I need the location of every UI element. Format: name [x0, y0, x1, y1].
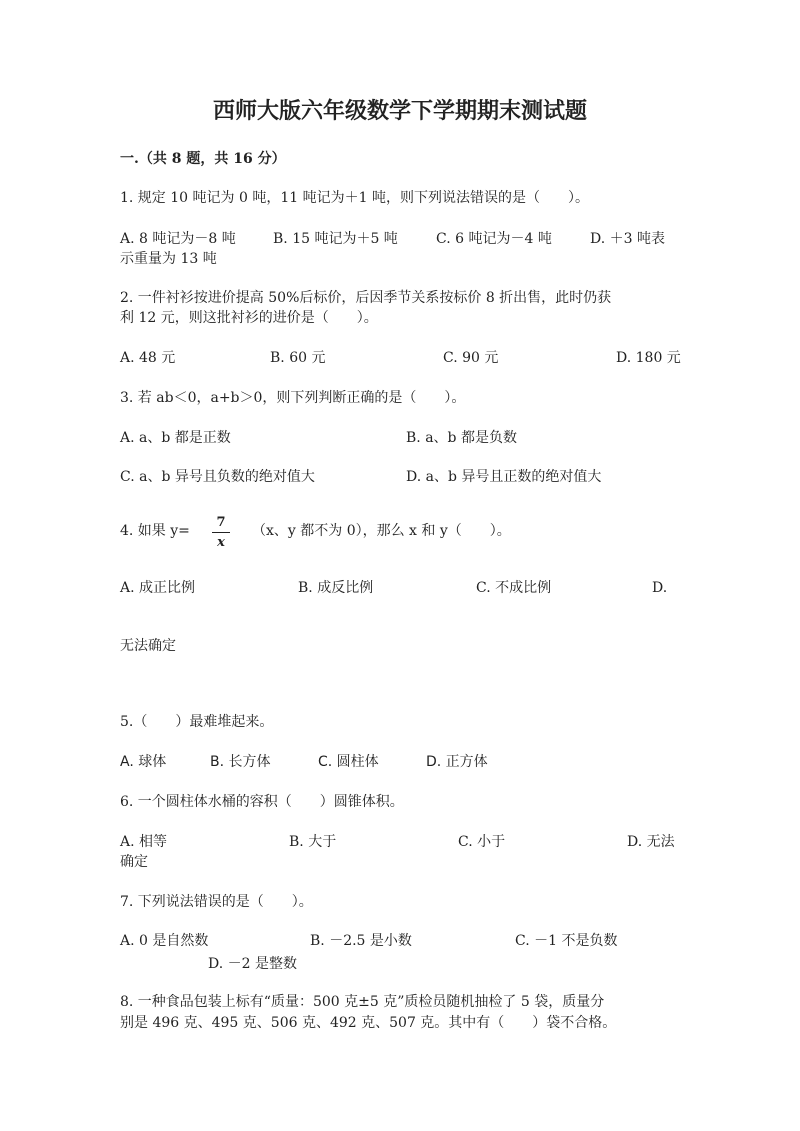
question-5-option-a: A. 球体 [120, 754, 167, 770]
question-4-fraction [211, 515, 231, 550]
question-6-option-a: A. 相等 [120, 834, 168, 850]
question-3-option-a: A. a、b 都是正数 [120, 430, 231, 446]
question-4-option-c: C. 不成比例 [476, 580, 552, 596]
question-6-option-d: D. 无法 [627, 834, 675, 850]
question-7-option-d: D. －2 是整数 [208, 956, 297, 972]
question-1-stem: 1. 规定 10 吨记为 0 吨，11 吨记为＋1 吨，则下列说法错误的是（ ）。 [120, 190, 589, 206]
question-6-option-b: B. 大于 [289, 834, 337, 850]
fraction-numerator: 7 [216, 515, 226, 530]
question-6-stem: 6. 一个圆柱体水桶的容积（ ）圆锥体积。 [120, 794, 404, 810]
question-4-option-d: D. [652, 580, 668, 596]
question-3-option-d: D. a、b 异号且正数的绝对值大 [406, 469, 602, 485]
question-5-stem: 5.（ ）最难堆起来。 [120, 714, 274, 730]
question-1-option-a: A. 8 吨记为－8 吨 [120, 231, 236, 247]
question-5-option-b: B. 长方体 [210, 754, 271, 770]
question-3-option-c: C. a、b 异号且负数的绝对值大 [120, 469, 315, 485]
question-7-option-b: B. －2.5 是小数 [310, 933, 412, 949]
question-6-option-d-wrap: 确定 [120, 854, 148, 870]
question-7-stem: 7. 下列说法错误的是（ ）。 [120, 894, 313, 910]
question-3-stem: 3. 若 ab＜0，a+b＞0，则下列判断正确的是（ ）。 [120, 390, 466, 406]
question-4-stem-suffix: （x、y 都不为 0），那么 x 和 y（ ）。 [252, 523, 511, 539]
question-2-option-c: C. 90 元 [443, 350, 499, 366]
question-2-stem-line-1: 2. 一件衬衫按进价提高 50%后标价，后因季节关系按标价 8 折出售，此时仍获 [120, 290, 612, 306]
question-4-option-d-wrap: 无法确定 [120, 638, 176, 654]
question-2-option-d: D. 180 元 [616, 350, 681, 366]
section-heading: 一.（共 8 题，共 16 分） [120, 151, 286, 167]
fraction-denominator: x [217, 535, 225, 550]
question-2-option-a: A. 48 元 [120, 350, 176, 366]
question-1-option-d-wrap: 示重量为 13 吨 [120, 251, 217, 267]
question-8-stem-line-2: 别是 496 克、495 克、506 克、492 克、507 克。其中有（ ）袋不合格。 [120, 1015, 617, 1031]
question-7-option-a: A. 0 是自然数 [120, 933, 209, 949]
question-5-option-d: D. 正方体 [426, 754, 488, 770]
question-4-stem-prefix: 4. 如果 y= [120, 523, 190, 539]
question-1-option-b: B. 15 吨记为＋5 吨 [273, 231, 398, 247]
question-8-stem-line-1: 8. 一种食品包装上标有“质量：500 克±5 克”质检员随机抽检了 5 袋，质量分 [120, 994, 605, 1010]
fraction-bar [212, 532, 230, 533]
question-4-option-a: A. 成正比例 [120, 580, 196, 596]
question-7-option-c: C. －1 不是负数 [515, 933, 618, 949]
question-2-stem-line-2: 利 12 元，则这批衬衫的进价是（ ）。 [120, 310, 378, 326]
question-1-option-d: D. ＋3 吨表 [590, 231, 665, 247]
question-5-option-c: C. 圆柱体 [318, 754, 379, 770]
question-4-option-b: B. 成反比例 [298, 580, 374, 596]
page-title: 西师大版六年级数学下学期期末测试题 [212, 98, 587, 124]
question-2-option-b: B. 60 元 [270, 350, 326, 366]
question-3-option-b: B. a、b 都是负数 [406, 430, 517, 446]
question-1-option-c: C. 6 吨记为－4 吨 [436, 231, 552, 247]
question-6-option-c: C. 小于 [458, 834, 506, 850]
